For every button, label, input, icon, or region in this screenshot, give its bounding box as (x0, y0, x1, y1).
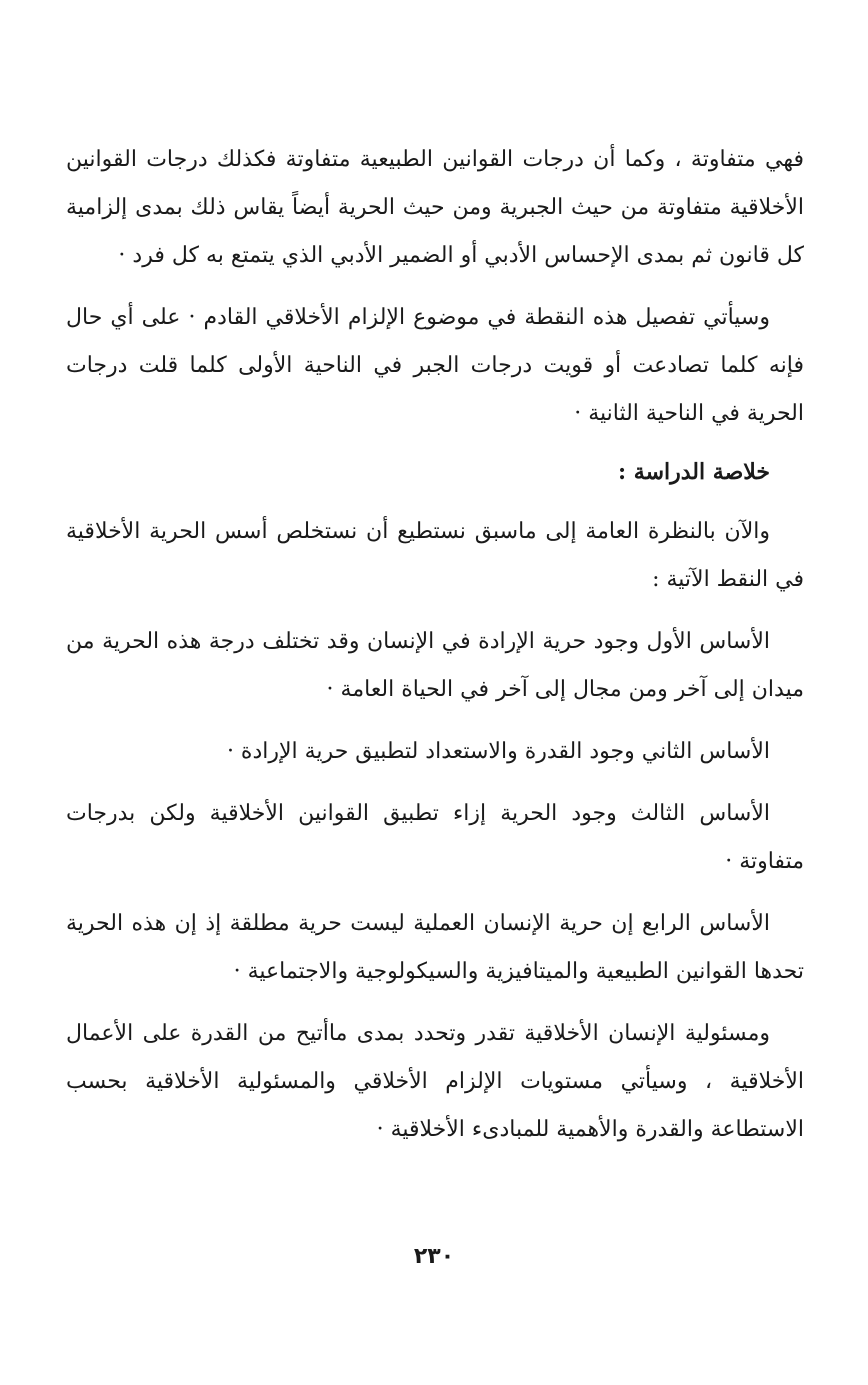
page-number: ٢٣٠ (413, 1244, 455, 1269)
foundation-2: الأساس الثاني وجود القدرة والاستعداد لتطبيق حرية الإرادة · (226, 739, 770, 764)
paragraph-1: فهي متفاوتة ، وكما أن درجات القوانين الطبيعية متفاوتة فكذلك درجات القوانين الأخلاقية متفاوتة من حيث الجبرية ومن حيث الحرية أيضاً يقاس ذلك بمدى إلزامية كل قانون ثم بمدى الإحساس الأدبي أو الضمير الأدبي الذي يتمتع به كل فرد · (66, 147, 804, 268)
section-heading: خلاصة الدراسة : (618, 459, 770, 485)
paragraph-2: وسيأتي تفصيل هذه النقطة في موضوع الإلزام الأخلاقي القادم · على أي حال فإنه كلما تصادعت أو قويت درجات الجبر في الناحية الأولى كلما قلت درجات الحرية في الناحية الثانية · (66, 305, 804, 426)
foundation-1: الأساس الأول وجود حرية الإرادة في الإنسان وقد تختلف درجة هذه الحرية من ميدان إلى آخر ومن مجال إلى آخر في الحياة العامة · (66, 629, 804, 702)
foundation-4: الأساس الرابع إن حرية الإنسان العملية ليست حرية مطلقة إذ إن هذه الحرية تحدها القوانين الطبيعية والميتافيزية والسيكولوجية والاجتماعية · (66, 911, 804, 984)
responsibility-paragraph: ومسئولية الإنسان الأخلاقية تقدر وتحدد بمدى ماأتيح من القدرة على الأعمال الأخلاقية ، وسيأتي مستويات الإلزام الأخلاقي والمسئولية الأخلاقية بحسب الاستطاعة والقدرة والأهمية للمبادىء الأخلاقية · (66, 1021, 804, 1142)
foundation-3: الأساس الثالث وجود الحرية إزاء تطبيق القوانين الأخلاقية ولكن بدرجات متفاوتة · (66, 801, 804, 874)
summary-intro: والآن بالنظرة العامة إلى ماسبق نستطيع أن نستخلص أسس الحرية الأخلاقية في النقط الآتية : (66, 519, 804, 592)
page-body (66, 136, 804, 1154)
